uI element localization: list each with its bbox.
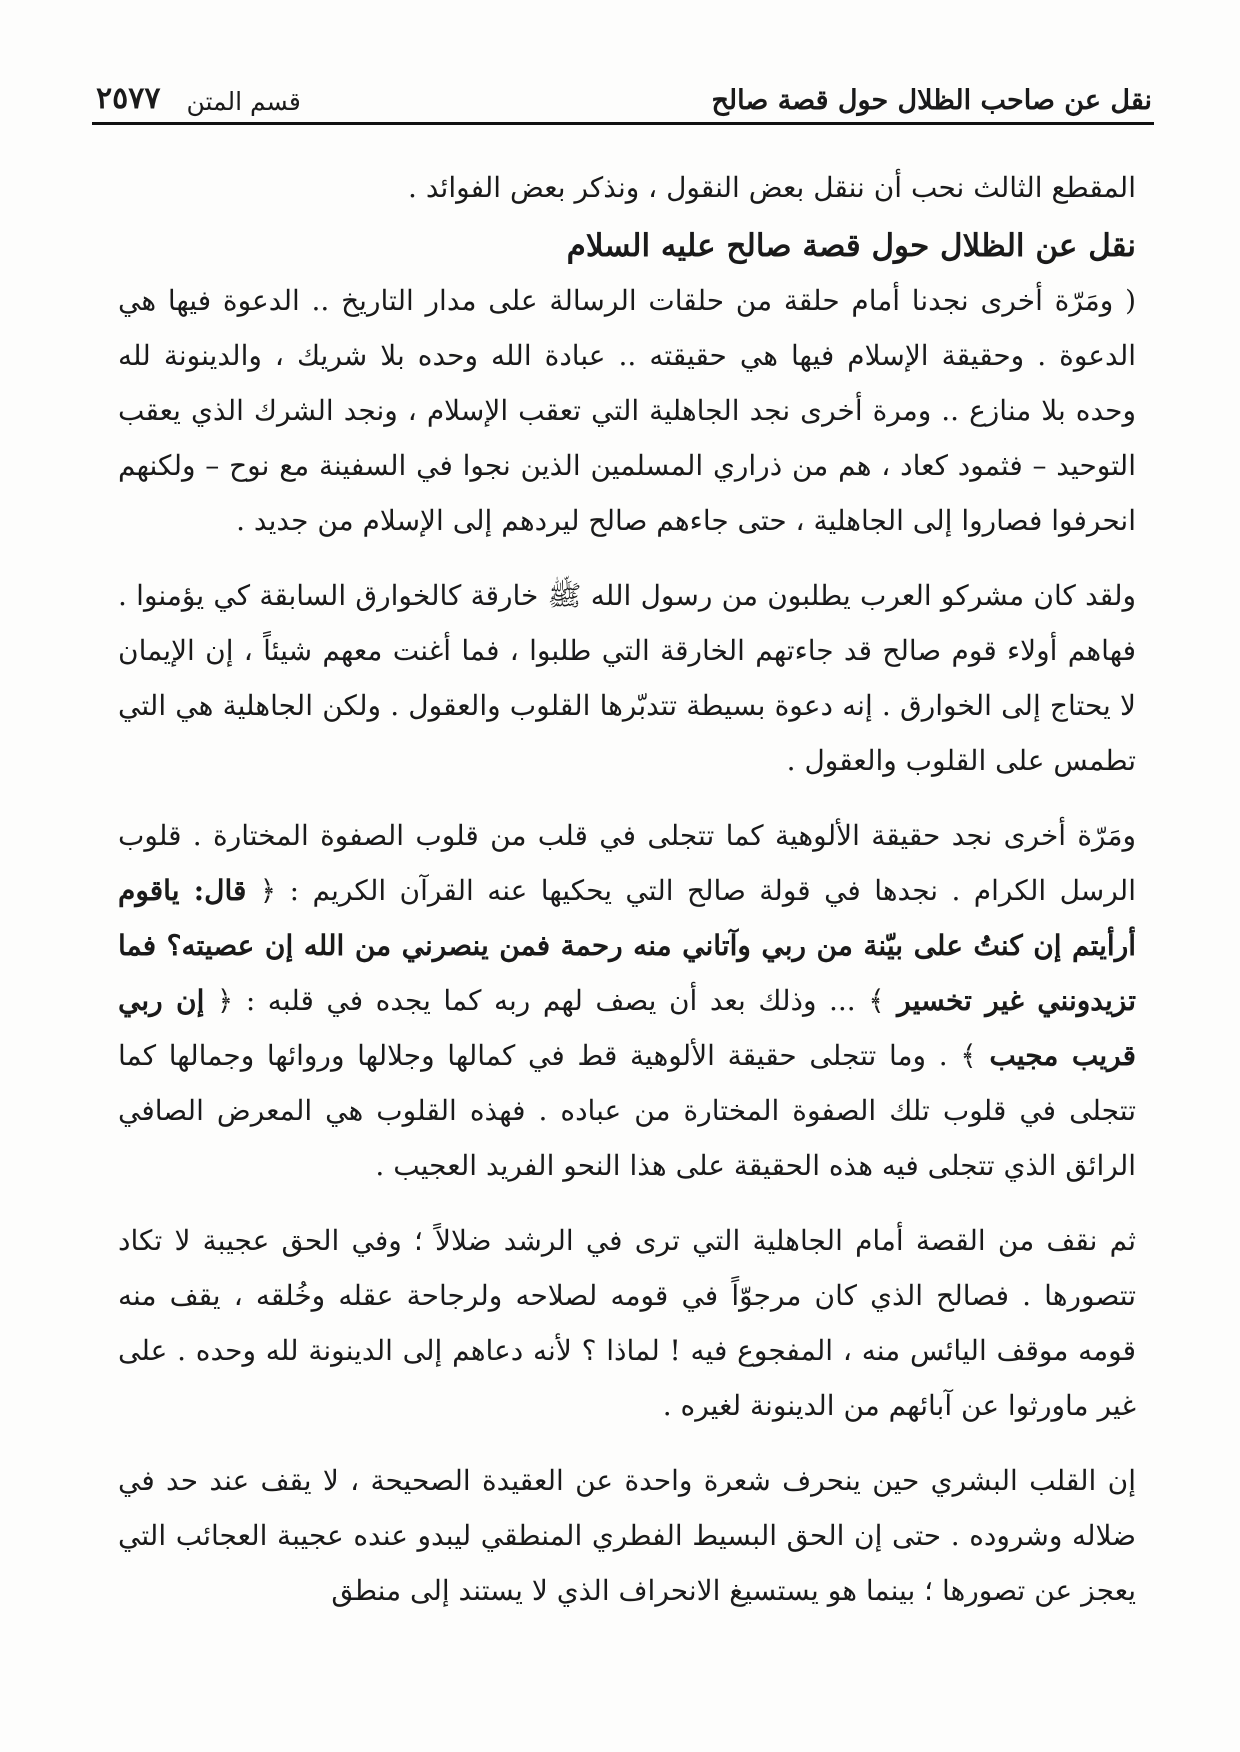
page-header <box>96 62 1152 116</box>
paragraph-4: ثم نقف من القصة أمام الجاهلية التي ترى في الرشد ضلالاً ؛ وفي الحق عجيبة لا تكاد تتصورها . فصالح الذي كان مرجوّاً في قومه لصلاحه ولرجاحة عقله وخُلقه ، يقف منه قومه موقف اليائس منه ، المفجوع فيه ! لماذا ؟ لأنه دعاهم إلى الدينونة لله وحده . على غير ماورثوا عن آبائهم من الدينونة لغيره . <box>118 1224 1136 1422</box>
paragraph-1: ( ومَرّة أخرى نجدنا أمام حلقة من حلقات الرسالة على مدار التاريخ .. الدعوة فيها هي الدعوة . وحقيقة الإسلام فيها هي حقيقته .. عبادة الله وحده بلا شريك ، والدينونة لله وحده بلا منازع .. ومرة أخرى نجد الجاهلية التي تعقب الإسلام ، ونجد الشرك الذي يعقب التوحيد – فثمود كعاد ، هم من ذراري المسلمين الذين نجوا في السفينة مع نوح – ولكنهم انحرفوا فصاروا إلى الجاهلية ، حتى جاءهم صالح ليردهم إلى الإسلام من جديد . <box>118 284 1137 537</box>
paragraph-3-text-b: ... وذلك بعد أن يصف لهم ربه كما يجده في قلبه : <box>245 984 856 1017</box>
quran-bracket-close: ﴾ <box>960 1039 977 1072</box>
paragraph-3-text-c: . وما تتجلى حقيقة الألوهية قط في كمالها وجلالها وروائها وجمالها كما تتجلى في قلوب تلك الصفوة المختارة من عباده . فهذه القلوب هي المعرض الصافي الرائق الذي تتجلى فيه هذه الحقيقة على هذا النحو الفريد العجيب . <box>118 1039 1136 1182</box>
header-meta <box>96 81 301 116</box>
paragraph-3 <box>118 808 1136 1193</box>
quran-verse-1: قال: ياقوم أرأيتم إن كنتُ على بيّنة من ربي وآتاني منه رحمة فمن ينصرني من الله إن عصيته؟ فما تزيدونني غير تخسير <box>118 874 1137 1017</box>
page-body <box>118 160 1136 1618</box>
paragraph-5: إن القلب البشري حين ينحرف شعرة واحدة عن العقيدة الصحيحة ، لا يقف عند حد في ضلاله وشروده . حتى إن الحق البسيط الفطري المنطقي ليبدو عنده عجيبة العجائب التي يعجز عن تصورها ؛ بينما هو يستسيغ الانحراف الذي لا يستند إلى منطق <box>118 1464 1136 1607</box>
section-name: قسم المتن <box>186 87 301 116</box>
paragraph-2: ولقد كان مشركو العرب يطلبون من رسول الله ﷺ خارقة كالخوارق السابقة كي يؤمنوا . فهاهم أولاء قوم صالح قد جاءتهم الخارقة التي طلبوا ، فما أغنت معهم شيئاً ، إن الإيمان لا يحتاج إلى الخوارق . إنه دعوة بسيطة تتدبّرها القلوب والعقول . ولكن الجاهلية هي التي تطمس على القلوب والعقول . <box>118 579 1136 777</box>
quran-bracket-open: ﴿ <box>259 874 277 907</box>
quran-verse-2: إن ربي قريب مجيب <box>118 984 1137 1072</box>
header-rule <box>92 122 1154 125</box>
intro-paragraph: المقطع الثالث نحب أن ننقل بعض النقول ، ونذكر بعض الفوائد . <box>408 171 1136 204</box>
running-title: نقل عن صاحب الظلال حول قصة صالح <box>711 85 1152 116</box>
quran-bracket-open: ﴿ <box>216 984 234 1017</box>
section-heading: نقل عن الظلال حول قصة صالح عليه السلام <box>566 228 1136 264</box>
page-number: ٢٥٧٧ <box>96 81 161 116</box>
quran-bracket-close: ﴾ <box>868 984 885 1017</box>
paragraph-3-text-a: ومَرّة أخرى نجد حقيقة الألوهية كما تتجلى في قلب من قلوب الصفوة المختارة . قلوب الرسل الكرام . نجدها في قولة صالح التي يحكيها عنه القرآن الكريم : <box>118 819 1136 907</box>
